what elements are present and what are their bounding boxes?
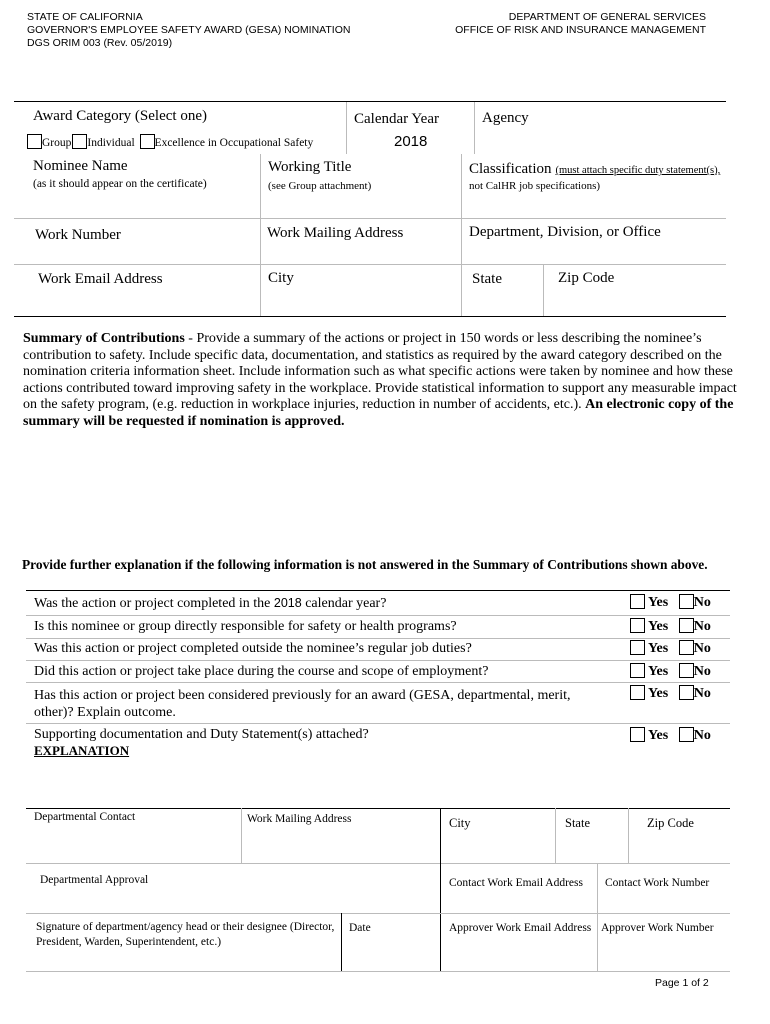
working-title-label: Working Title [268,159,352,175]
divider [597,863,598,971]
no-label: No [693,728,711,743]
divider [341,913,342,971]
grid-top-border [14,101,726,102]
question-6-text: Supporting documentation and Duty Statement(s) attached? [34,727,369,742]
calendar-year-value[interactable]: 2018 [394,133,428,150]
q6-yes-checkbox[interactable] [630,727,645,742]
explanation-input[interactable] [26,760,730,806]
q2-no-checkbox[interactable] [679,618,694,633]
divider [474,102,475,154]
date-label: Date [349,922,371,934]
question-6 [34,727,369,759]
divider [461,154,462,218]
q4-no-checkbox[interactable] [679,663,694,678]
yes-label: Yes [647,664,669,679]
calendar-year-label: Calendar Year [354,111,439,127]
question-5-answers [630,685,711,702]
contact-work-number-label: Contact Work Number [605,877,710,889]
signature-label-line-1: Signature of department/agency head or their designee (Director, [36,921,335,933]
no-label: No [693,595,711,610]
question-2: Is this nominee or group directly responsible for safety or health programs? [34,619,457,634]
q2-yes-checkbox[interactable] [630,618,645,633]
question-5-line-1: Has this action or project been considered previously for an award (GESA, departmental, merit, [34,688,571,703]
divider [555,808,556,863]
award-category-label: Award Category (Select one) [33,108,207,124]
department-division-label: Department, Division, or Office [469,224,661,240]
question-1-answers [630,594,711,611]
yes-label: Yes [647,686,669,701]
work-email-label: Work Email Address [38,271,163,287]
divider [26,615,730,616]
group-option-label: Group [42,137,72,149]
state-label: State [472,271,502,287]
divider [26,638,730,639]
divider [14,218,726,219]
work-number-label: Work Number [35,227,121,243]
divider [241,808,242,863]
yes-label: Yes [647,619,669,634]
divider [543,264,544,316]
divider [14,264,726,265]
explanation-label: EXPLANATION [34,743,130,758]
question-1-year: 2018 [273,596,302,610]
q5-no-checkbox[interactable] [679,685,694,700]
zip-code-label: Zip Code [558,270,615,286]
divider [26,590,730,591]
divider [260,218,261,264]
question-4: Did this action or project take place during the course and scope of employment? [34,664,489,679]
header-office: OFFICE OF RISK AND INSURANCE MANAGEMENT [455,24,706,36]
approver-work-email-label: Approver Work Email Address [449,922,592,934]
classification-note: (must attach specific duty statement(s), [555,165,721,176]
divider [346,102,347,154]
q1-yes-checkbox[interactable] [630,594,645,609]
award-category-options [27,134,313,149]
question-6-answers [630,727,711,744]
working-title-note: (see Group attachment) [268,180,372,192]
q1-no-checkbox[interactable] [679,594,694,609]
classification-sub: not CalHR job specifications) [469,180,601,192]
further-explanation-instruction: Provide further explanation if the following information is not answered in the Summary of Contributions shown above. [22,557,708,572]
city-label: City [268,270,294,286]
divider [461,218,462,264]
question-3: Was this action or project completed outside the nominee’s regular job duties? [34,641,472,656]
question-5 [34,687,571,721]
classification-header [469,160,720,178]
q4-yes-checkbox[interactable] [630,663,645,678]
header-state: STATE OF CALIFORNIA [27,11,143,23]
header-form-title: GOVERNOR'S EMPLOYEE SAFETY AWARD (GESA) NOMINATION [27,24,351,36]
group-checkbox[interactable] [27,134,42,149]
form-header-right [455,11,706,37]
excellence-checkbox[interactable] [140,134,155,149]
divider [260,154,261,218]
header-department: DEPARTMENT OF GENERAL SERVICES [508,11,706,23]
divider [26,660,730,661]
summary-title: Summary of Contributions [23,331,185,346]
contact-work-email-label: Contact Work Email Address [449,877,583,889]
divider [14,316,726,317]
nominee-name-note: (as it should appear on the certificate) [33,178,207,190]
page-number: Page 1 of 2 [655,977,709,989]
divider [26,682,730,683]
no-label: No [693,686,711,701]
individual-checkbox[interactable] [72,134,87,149]
question-1 [34,596,386,612]
header-form-number: DGS ORIM 003 (Rev. 05/2019) [27,37,173,49]
divider [26,723,730,724]
yes-label: Yes [647,641,669,656]
excellence-option-label: Excellence in Occupational Safety [154,137,314,149]
divider [26,913,730,914]
yes-label: Yes [647,728,669,743]
contact-zip-label: Zip Code [647,816,694,830]
no-label: No [693,641,711,656]
signature-label-line-2: President, Warden, Superintendent, etc.) [36,936,222,948]
question-3-answers [630,640,711,657]
summary-bold-note: An electronic copy of the summary will be requested if nomination is approved. [23,397,734,429]
divider [26,808,730,809]
yes-label: Yes [647,595,669,610]
divider [440,863,441,971]
departmental-contact-label: Departmental Contact [34,811,136,823]
divider [628,808,629,863]
q5-yes-checkbox[interactable] [630,685,645,700]
divider [26,971,730,972]
divider [26,863,730,864]
question-1-text: Was the action or project completed in the [34,596,274,611]
approver-work-number-label: Approver Work Number [601,922,714,934]
divider [461,264,462,316]
contact-city-label: City [449,816,471,830]
divider [440,808,441,863]
q3-yes-checkbox[interactable] [630,640,645,655]
contact-work-mailing-address-label: Work Mailing Address [247,813,352,825]
question-2-answers [630,618,711,635]
nominee-name-label: Nominee Name [33,158,128,174]
question-4-answers [630,663,711,680]
q3-no-checkbox[interactable] [679,640,694,655]
classification-label: Classification [469,161,552,177]
individual-option-label: Individual [87,137,135,149]
work-mailing-address-label: Work Mailing Address [267,225,404,241]
agency-label: Agency [482,110,529,126]
summary-of-contributions [23,331,740,431]
question-1-text-end: calendar year? [301,596,387,611]
no-label: No [693,664,711,679]
summary-text: - Provide a summary of the actions or project in 150 words or less describing the nominee’s contribution to safety. Include specific data, documentation, and statistics as required by the award category described on the nomination criteria information sheet. Include information such as what specific actions were taken by nominee and how these actions contributed toward improving safety in the workplace. Provide statistical information to support any measurable impact on the safety program, (e.g. reduction in workplace injuries, reduction in number of accidents, etc.). [23,331,737,413]
no-label: No [693,619,711,634]
form-header-left [27,11,350,50]
question-5-line-2: other)? Explain outcome. [34,705,176,720]
divider [260,264,261,316]
signature-label [36,920,334,950]
contact-state-label: State [565,816,590,830]
q6-no-checkbox[interactable] [679,727,694,742]
departmental-approval-label: Departmental Approval [40,874,149,886]
